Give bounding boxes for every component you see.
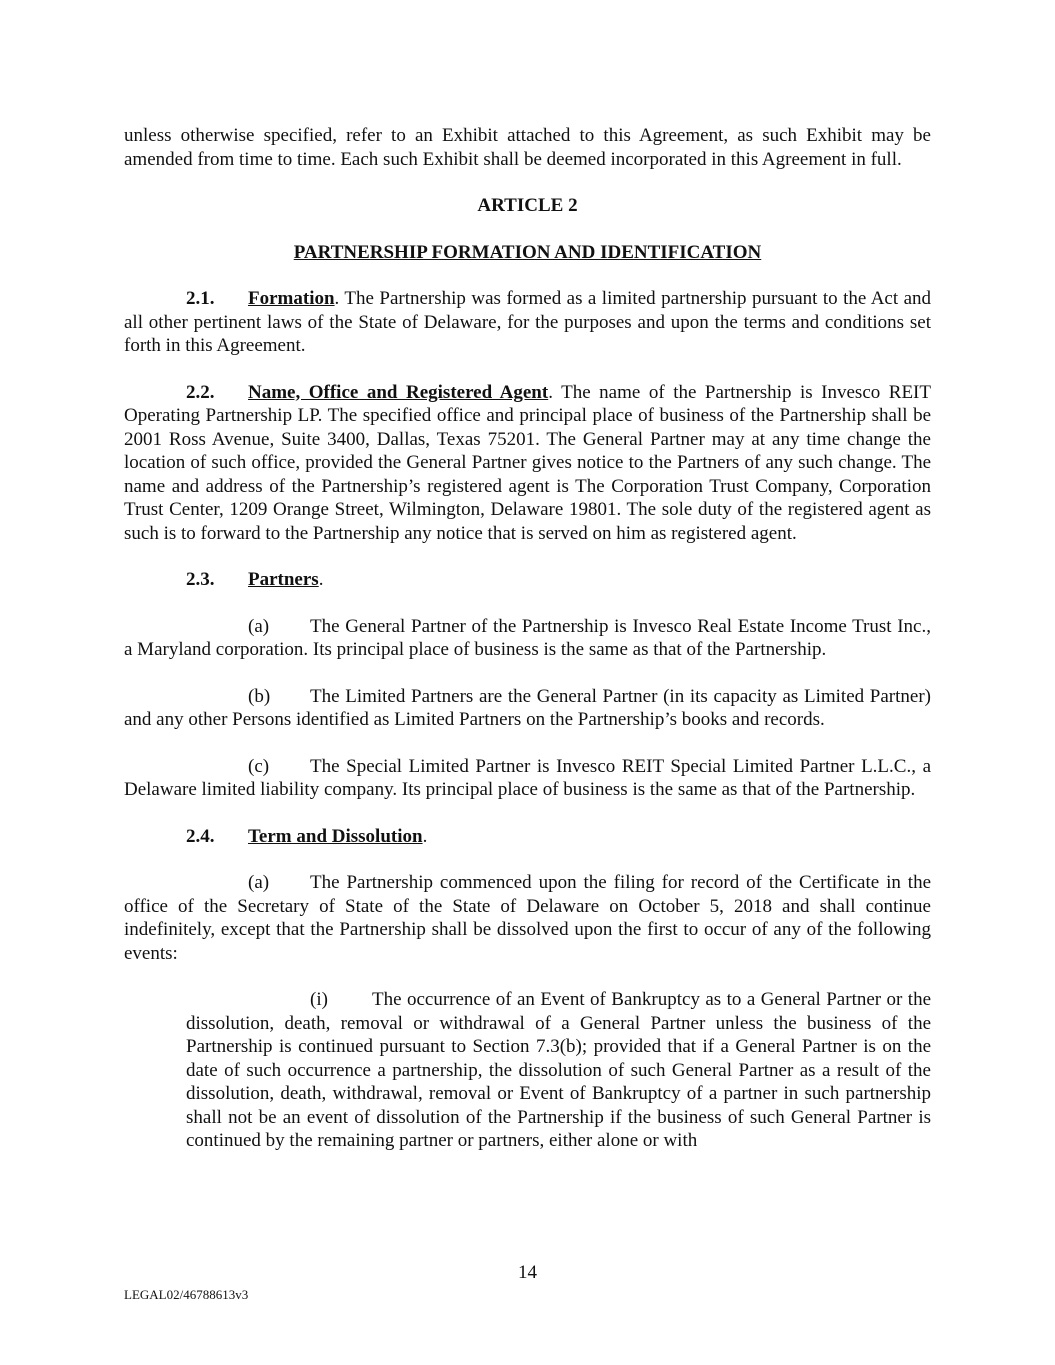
section-2-4-a-text: The Partnership commenced upon the filing for record of the Certificate in the office of the Secretary of State of the State of Delaware on October 5, 2018 and shall continue indefinitely, except that the Partnership shall be dissolved upon the first to occur of any of the following events:: [124, 872, 931, 964]
section-2-4: [124, 825, 931, 849]
section-2-3-a-text: The General Partner of the Partnership is Invesco Real Estate Income Trust Inc., a Maryland corporation. Its principal place of business is the same as that of the Partnership.: [124, 615, 931, 660]
intro-paragraph: unless otherwise specified, refer to an Exhibit attached to this Agreement, as such Exhibit may be amended from time to time. Each such Exhibit shall be deemed incorporated in this Agreement in full.: [124, 125, 931, 170]
section-2-3-heading: Partners: [248, 569, 319, 590]
section-2-4-a-i: [186, 988, 931, 1153]
section-2-4-a-i-label: (i): [310, 989, 328, 1010]
section-2-2-heading: Name, Office and Registered Agent: [248, 381, 549, 403]
section-2-3-a: [124, 615, 931, 662]
section-2-3-b: [124, 685, 931, 732]
article-title: [124, 241, 931, 265]
section-2-1: [124, 287, 931, 358]
section-2-1-text: . The Partnership was formed as a limited partnership pursuant to the Act and all other pertinent laws of the State of Delaware, for the purposes and upon the terms and conditions set forth in this Agreement.: [124, 288, 931, 356]
section-2-3-number: 2.3.: [186, 569, 215, 590]
section-2-4-a: [124, 871, 931, 965]
document-page: [124, 124, 931, 1153]
document-id: LEGAL02/46788613v3: [124, 1287, 249, 1302]
section-2-2-number: 2.2.: [186, 381, 215, 403]
section-2-4-heading: Term and Dissolution: [248, 825, 423, 847]
section-2-2: [124, 381, 931, 546]
section-2-3-c: [124, 755, 931, 802]
section-2-3-b-label: (b): [248, 685, 271, 707]
page-number: 14: [518, 1262, 537, 1283]
section-2-3-b-text: The Limited Partners are the General Partner (in its capacity as Limited Partner) and any other Persons identified as Limited Partners on the Partnership’s books and records.: [124, 685, 931, 730]
section-2-4-a-label: (a): [248, 872, 270, 893]
section-2-4-a-i-text: The occurrence of an Event of Bankruptcy as to a General Partner or the dissolution, death, removal or withdrawal of a General Partner unless the business of the Partnership is continued pursuant to Section 7.3(b); provided that if a General Partner is on the date of such occurrence a partnership, the dissolution of such General Partner as a result of the dissolution, death, withdrawal, removal or Event of Bankruptcy of a partner in such partnership shall not be an event of dissolution of the Partnership if the business of such General Partner is continued by the remaining partner or partners, either alone or with: [186, 989, 931, 1151]
section-2-1-heading: Formation: [248, 288, 335, 309]
section-2-4-tail: .: [422, 825, 428, 847]
article-number: ARTICLE 2: [477, 195, 578, 216]
section-2-3-a-label: (a): [248, 615, 270, 637]
section-2-1-number: 2.1.: [186, 288, 215, 309]
section-2-3-c-label: (c): [248, 755, 270, 777]
section-2-4-number: 2.4.: [186, 825, 215, 847]
section-2-3: [124, 568, 931, 592]
section-2-3-c-text: The Special Limited Partner is Invesco REIT Special Limited Partner L.L.C., a Delaware limited liability company. Its principal place of business is the same as that of the Partnership.: [124, 755, 931, 800]
section-2-3-tail: .: [318, 569, 324, 590]
section-2-2-text: . The name of the Partnership is Invesco REIT Operating Partnership LP. The specified office and principal place of business of the Partnership shall be 2001 Ross Avenue, Suite 3400, Dallas, Texas 75201. The General Partner may at any time change the location of such office, provided the General Partner gives notice to the Partners of any such change. The name and address of the Partnership’s registered agent is The Corporation Trust Company, Corporation Trust Center, 1209 Orange Street, Wilmington, Delaware 19801. The sole duty of the registered agent as such is to forward to the Partnership any notice that is served on him as registered agent.: [124, 381, 931, 544]
article-title-text: PARTNERSHIP FORMATION AND IDENTIFICATION: [293, 241, 762, 263]
